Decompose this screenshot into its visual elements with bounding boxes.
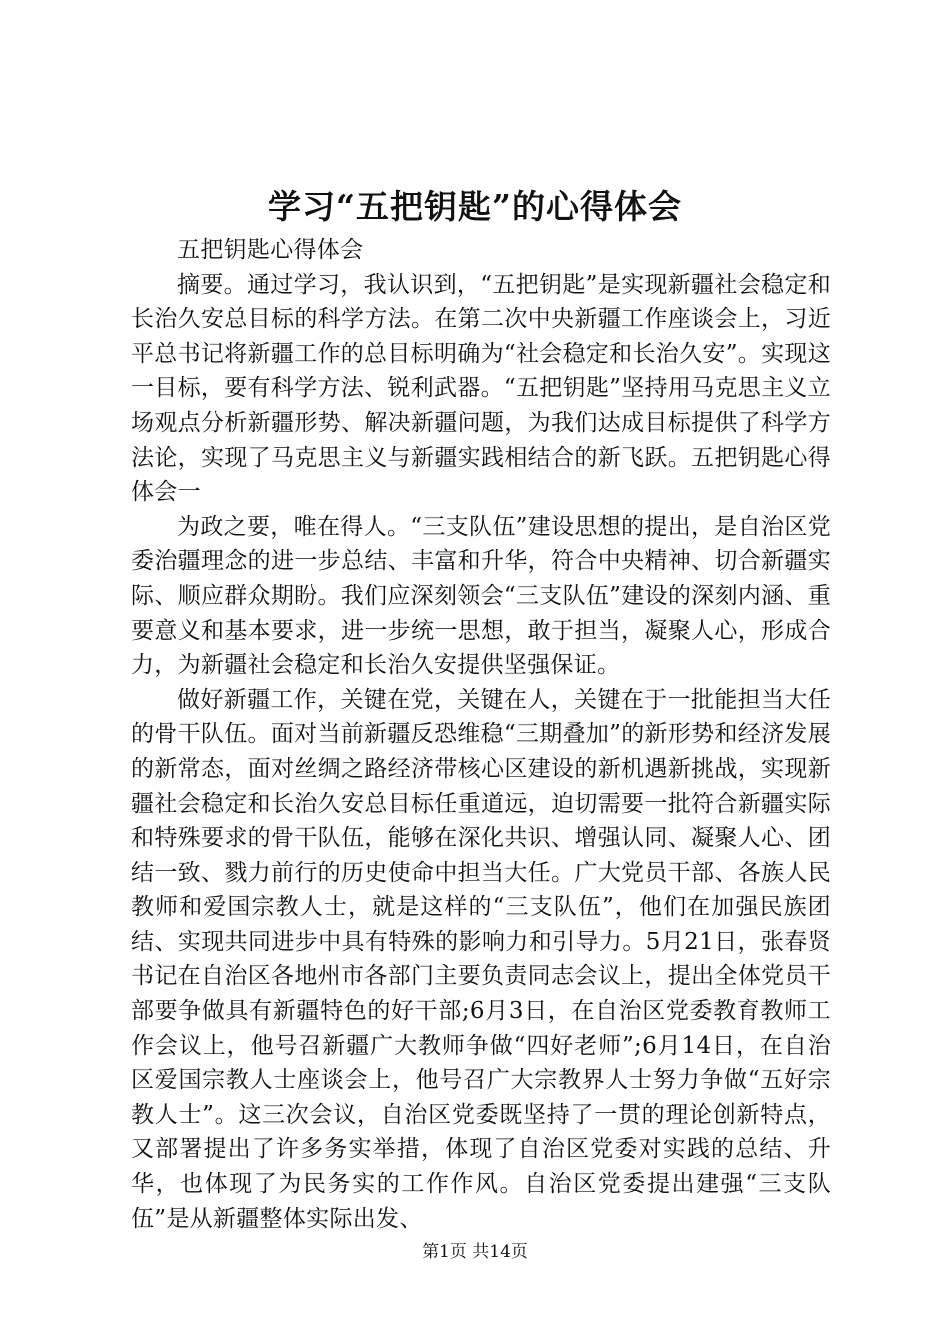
body-paragraph: 为政之要，唯在得人。“三支队伍”建设思想的提出，是自治区党委治疆理念的进一步总结、丰富和升华，符合中央精神、切合新疆实际、顺应群众期盼。我们应深刻领会“三支队伍”建设的深刻内涵、重要意义和基本要求，进一步统一思想，敢于担当，凝聚人心，形成合力，为新疆社会稳定和长治久安提供坚强保证。 [131,513,831,679]
body-paragraph: 做好新疆工作，关键在党，关键在人，关键在于一批能担当大任的骨干队伍。面对当前新疆反恐维稳“三期叠加”的新形势和经济发展的新常态，面对丝绸之路经济带核心区建设的新机遇新挑战，实现新疆社会稳定和长治久安总目标任重道远，迫切需要一批符合新疆实际和特殊要求的骨干队伍，能够在深化共识、增强认同、凝聚人心、团结一致、戮力前行的历史使命中担当大任。广大党员干部、各族人民教师和爱国宗教人士，就是这样的“三支队伍”，他们在加强民族团结、实现共同进步中具有特殊的影响力和引导力。5月21日，张春贤书记在自治区各地州市各部门主要负责同志会议上，提出全体党员干部要争做具有新疆特色的好干部;6月3日，在自治区党委教育教师工作会议上，他号召新疆广大教师争做“四好老师”;6月14日，在自治区爱国宗教人士座谈会上，他号召广大宗教界人士努力争做“五好宗教人士”。这三次会议，自治区党委既坚持了一贯的理论创新特点，又部署提出了许多务实举措，体现了自治区党委对实践的总结、升华，也体现了为民务实的工作作风。自治区党委提出建强“三支队伍”是从新疆整体实际出发、 [131,686,831,1232]
subtitle-paragraph: 五把钥匙心得体会 [177,237,364,263]
abstract-paragraph: 摘要。通过学习，我认识到，“五把钥匙”是实现新疆社会稳定和长治久安总目标的科学方法。在第二次中央新疆工作座谈会上，习近平总书记将新疆工作的总目标明确为“社会稳定和长治久安”。实现这一目标，要有科学方法、锐利武器。“五把钥匙”坚持用马克思主义立场观点分析新疆形势、解决新疆问题，为我们达成目标提供了科学方法论，实现了马克思主义与新疆实践相结合的新飞跃。五把钥匙心得体会一 [131,271,831,506]
page-number-footer: 第1页 共14页 [422,1242,528,1262]
document-title: 学习“五把钥匙”的心得体会 [268,187,682,226]
document-body [131,233,831,1236]
